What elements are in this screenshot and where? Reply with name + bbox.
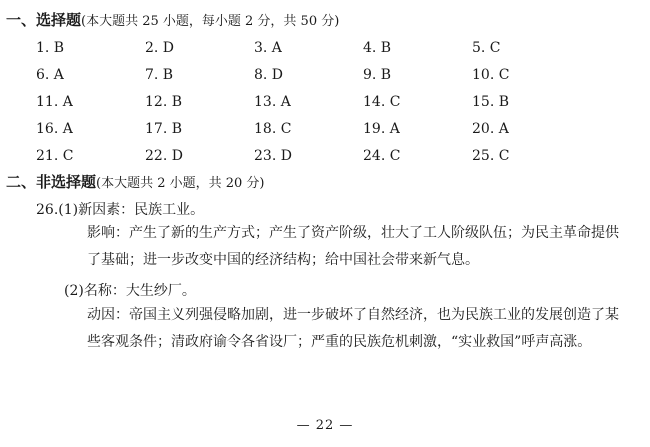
answer-item: 22. D — [145, 148, 183, 164]
answer-item: 14. C — [363, 94, 401, 110]
q26-part1: 26.(1)新因素：民族工业。 — [36, 202, 205, 218]
answer-item: 19. A — [363, 121, 400, 137]
answer-item: 15. B — [472, 94, 510, 110]
answer-item: 21. C — [36, 148, 74, 164]
motive-label: 动因： — [87, 307, 129, 323]
answer-item: 3. A — [254, 40, 282, 56]
answer-item: 20. A — [472, 121, 509, 137]
answer-item: 1. B — [36, 40, 65, 56]
answer-item: 11. A — [36, 94, 73, 110]
answer-item: 10. C — [472, 67, 510, 83]
answer-item: 23. D — [254, 148, 292, 164]
answer-item: 17. B — [145, 121, 183, 137]
answer-item: 5. C — [472, 40, 501, 56]
answer-item: 9. B — [363, 67, 392, 83]
choice-answer-grid — [36, 38, 581, 173]
page-number: — 22 — — [296, 418, 354, 433]
answer-item: 25. C — [472, 148, 510, 164]
answer-item: 12. B — [145, 94, 183, 110]
answer-item: 16. A — [36, 121, 73, 137]
section-2-heading: 二、非选择题(本大题共 2 小题，共 20 分) — [6, 173, 265, 191]
q26-influence: 影响：产生了新的生产方式；产生了资产阶级，壮大了工人阶级队伍；为民主革命提供了基础；进一步改变中国的经济结构；给中国社会带来新气息。 — [87, 225, 619, 268]
section-1-heading: 一、选择题(本大题共 25 小题，每小题 2 分，共 50 分) — [6, 11, 340, 29]
answer-item: 18. C — [254, 121, 292, 137]
q26-part2: (2)名称：大生纱厂。 — [64, 283, 196, 299]
answer-item: 13. A — [254, 94, 291, 110]
answer-item: 4. B — [363, 40, 392, 56]
answer-item: 6. A — [36, 67, 64, 83]
answer-item: 8. D — [254, 67, 284, 83]
q26-motive: 动因：帝国主义列强侵略加剧，进一步破坏了自然经济，也为民族工业的发展创造了某些客观条件；清政府谕令各省设厂；严重的民族危机刺激，“实业救国”呼声高涨。 — [87, 307, 619, 350]
influence-label: 影响： — [87, 225, 129, 241]
answer-item: 2. D — [145, 40, 175, 56]
answer-item: 24. C — [363, 148, 401, 164]
answer-item: 7. B — [145, 67, 174, 83]
